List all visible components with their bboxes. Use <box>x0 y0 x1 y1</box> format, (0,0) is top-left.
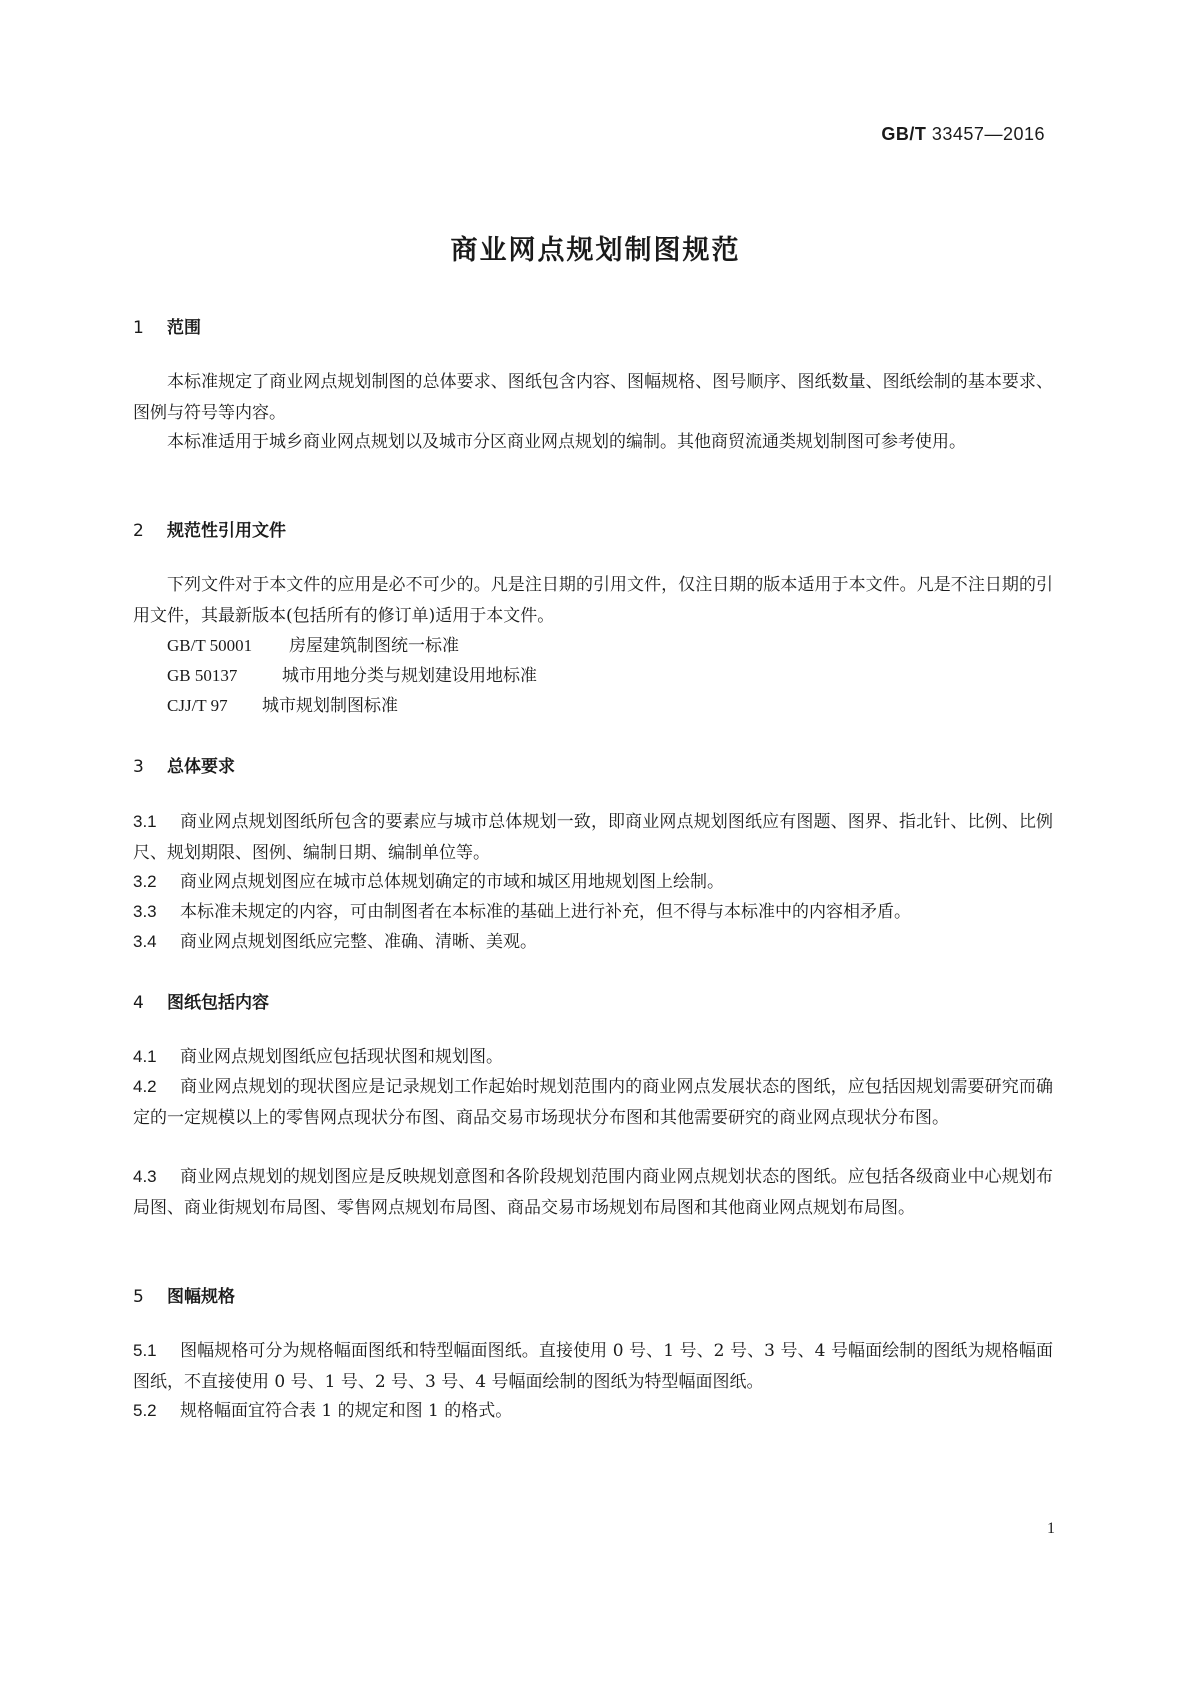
section-title: 图纸包括内容 <box>167 993 269 1013</box>
reference-item <box>167 630 459 662</box>
paragraph: 本标准规定了商业网点规划制图的总体要求、图纸包含内容、图幅规格、图号顺序、图纸数量、图纸绘制的基本要求、图例与符号等内容。 <box>133 372 1053 423</box>
reference-item <box>167 690 398 722</box>
clause-number: 5.2 <box>133 1401 157 1420</box>
clause-text: 商业网点规划图纸应完整、准确、清晰、美观。 <box>180 932 537 952</box>
section-number: 2 <box>133 521 144 541</box>
section-number: 4 <box>133 993 144 1013</box>
section-heading-1 <box>133 313 201 338</box>
reference-code: GB/T 50001 <box>167 636 253 655</box>
section-heading-2 <box>133 516 286 541</box>
clause-number: 4.1 <box>133 1047 157 1066</box>
clause-number: 4.3 <box>133 1167 157 1186</box>
clause-number: 5.1 <box>133 1341 157 1360</box>
clause <box>133 926 1053 958</box>
clause-text: 规格幅面宜符合表 1 的规定和图 1 的格式。 <box>180 1401 513 1421</box>
paragraph: 下列文件对于本文件的应用是必不可少的。凡是注日期的引用文件，仅注日期的版本适用于本文件。凡是不注日期的引用文件，其最新版本(包括所有的修订单)适用于本文件。 <box>133 575 1053 626</box>
reference-name: 城市用地分类与规划建设用地标准 <box>282 666 537 686</box>
clause-number: 3.1 <box>133 812 157 831</box>
clause-text: 图幅规格可分为规格幅面图纸和特型幅面图纸。直接使用 0 号、1 号、2 号、3 号、4 号幅面绘制的图纸为规格幅面图纸，不直接使用 0 号、1 号、2 号、3 号、4 号幅面绘制的图纸为特型幅面图纸。 <box>133 1341 1053 1392</box>
standard-number: 33457—2016 <box>931 124 1045 144</box>
clause <box>133 896 1053 928</box>
clause <box>133 1161 1053 1224</box>
section-title: 图幅规格 <box>167 1287 235 1307</box>
reference-code: GB 50137 <box>167 666 238 685</box>
reference-name: 房屋建筑制图统一标准 <box>289 636 459 656</box>
clause-text: 本标准未规定的内容，可由制图者在本标准的基础上进行补充，但不得与本标准中的内容相矛盾。 <box>180 902 911 922</box>
section-number: 3 <box>133 757 144 777</box>
standard-prefix: GB/T <box>881 124 927 144</box>
clause-text: 商业网点规划的规划图应是反映规划意图和各阶段规划范围内商业网点规划状态的图纸。应包括各级商业中心规划布局图、商业街规划布局图、零售网点规划布局图、商品交易市场规划布局图和其他商业网点规划布局图。 <box>133 1167 1053 1218</box>
section-title: 总体要求 <box>167 757 235 777</box>
clause-text: 商业网点规划图纸应包括现状图和规划图。 <box>180 1047 503 1067</box>
clause-number: 3.3 <box>133 902 157 921</box>
clause <box>133 1041 1053 1073</box>
clause <box>133 1395 1053 1427</box>
section-heading-4 <box>133 988 269 1013</box>
section-number: 1 <box>133 318 144 338</box>
paragraph: 本标准适用于城乡商业网点规划以及城市分区商业网点规划的编制。其他商贸流通类规划制图可参考使用。 <box>167 432 966 452</box>
reference-item <box>167 660 537 692</box>
clause <box>133 1335 1053 1398</box>
clause-number: 3.4 <box>133 932 157 951</box>
standard-code <box>881 124 1045 145</box>
clause <box>133 1071 1053 1134</box>
clause-text: 商业网点规划的现状图应是记录规划工作起始时规划范围内的商业网点发展状态的图纸，应包括因规划需要研究而确定的一定规模以上的零售网点现状分布图、商品交易市场现状分布图和其他需要研究的商业网点现状分布图。 <box>133 1077 1053 1128</box>
page-number: 1 <box>1047 1520 1055 1537</box>
clause <box>133 866 1053 898</box>
clause-text: 商业网点规划图纸所包含的要素应与城市总体规划一致，即商业网点规划图纸应有图题、图界、指北针、比例、比例尺、规划期限、图例、编制日期、编制单位等。 <box>133 812 1053 863</box>
document-title: 商业网点规划制图规范 <box>450 235 741 266</box>
section-title: 规范性引用文件 <box>167 521 286 541</box>
section-heading-3 <box>133 752 235 777</box>
reference-name: 城市规划制图标准 <box>262 696 398 716</box>
section-title: 范围 <box>167 318 201 338</box>
section-number: 5 <box>133 1287 144 1307</box>
clause-number: 4.2 <box>133 1077 157 1096</box>
clause-number: 3.2 <box>133 872 157 891</box>
clause <box>133 806 1053 869</box>
clause-text: 商业网点规划图应在城市总体规划确定的市域和城区用地规划图上绘制。 <box>180 872 724 892</box>
section-heading-5 <box>133 1282 235 1307</box>
reference-code: CJJ/T 97 <box>167 696 228 715</box>
